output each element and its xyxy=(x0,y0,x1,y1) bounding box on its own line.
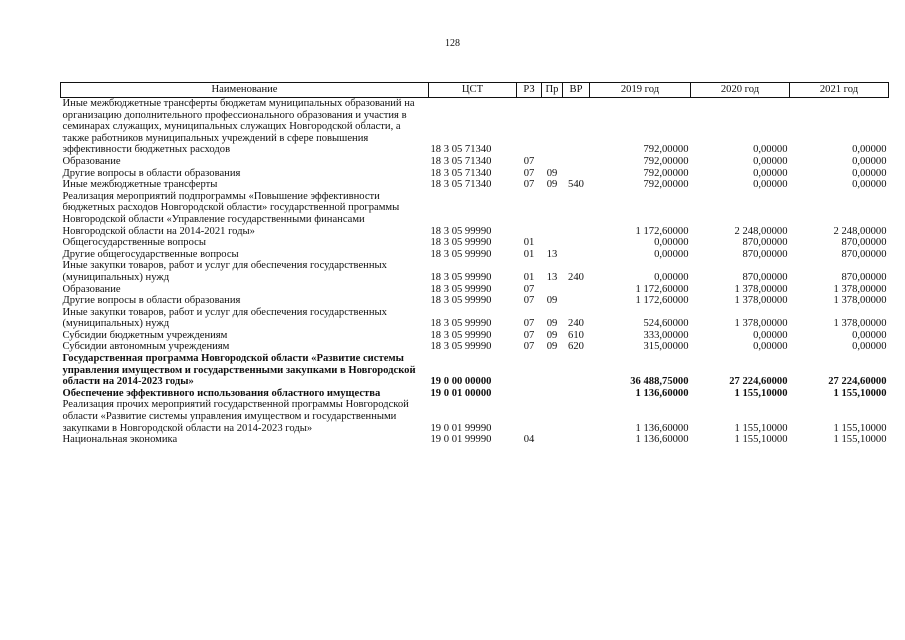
cell-cst: 18 3 05 99990 xyxy=(430,295,492,307)
cell-pr: 09 xyxy=(546,179,558,191)
cell-vr: 620 xyxy=(568,341,584,353)
cell-2021: 1 155,10000 xyxy=(833,422,887,434)
header-2021: 2021 год xyxy=(790,83,889,98)
table-row xyxy=(61,399,889,434)
cell-2021: 1 155,10000 xyxy=(833,434,887,446)
cell-cst: 18 3 05 99990 xyxy=(430,318,492,330)
cell-rz xyxy=(517,353,542,388)
cell-2021: 1 378,00000 xyxy=(833,295,887,307)
cell-2019: 0,00000 xyxy=(654,271,689,283)
table-row xyxy=(61,341,889,353)
cell-2020: 27 224,60000 xyxy=(729,376,788,388)
table-row xyxy=(61,179,889,191)
cell-name: Субсидии бюджетным учреждениям xyxy=(62,329,228,341)
table-body xyxy=(61,98,889,446)
table-row xyxy=(61,434,889,446)
table-row xyxy=(61,388,889,400)
header-cst: ЦСТ xyxy=(429,83,517,98)
cell-name: Государственная программа Новгородской области «Развитие системы управления имуществом и государственными закупками в Новгородской области на 2014-2023 годы» xyxy=(62,353,416,388)
cell-pr: 13 xyxy=(546,271,558,283)
cell-pr: 09 xyxy=(546,341,558,353)
cell-2021: 0,00000 xyxy=(852,341,887,353)
table-row xyxy=(61,330,889,342)
cell-vr xyxy=(563,168,590,180)
cell-2020: 870,00000 xyxy=(742,248,788,260)
cell-vr xyxy=(563,249,590,261)
cell-name: Образование xyxy=(62,283,121,295)
cell-pr xyxy=(542,399,563,434)
cell-2021: 0,00000 xyxy=(852,144,887,156)
header-pr: Пр xyxy=(542,83,563,98)
cell-cst: 18 3 05 71340 xyxy=(430,155,492,167)
cell-rz: 04 xyxy=(523,434,535,446)
cell-2019: 524,60000 xyxy=(643,318,689,330)
cell-pr xyxy=(542,237,563,249)
cell-vr: 610 xyxy=(568,329,584,341)
cell-name: Иные межбюджетные трансферты xyxy=(62,179,218,191)
cell-rz: 07 xyxy=(523,179,535,191)
cell-name: Иные закупки товаров, работ и услуг для обеспечения государственных (муниципальных) нужд xyxy=(62,306,387,330)
cell-pr: 09 xyxy=(546,295,558,307)
header-name: Наименование xyxy=(61,83,429,98)
cell-vr xyxy=(563,434,590,446)
cell-name: Общегосударственные вопросы xyxy=(62,237,206,249)
cell-pr xyxy=(542,98,563,156)
cell-2020: 1 378,00000 xyxy=(734,283,788,295)
cell-2020: 1 155,10000 xyxy=(734,387,788,399)
cell-2020: 0,00000 xyxy=(753,341,788,353)
cell-cst: 18 3 05 71340 xyxy=(430,179,492,191)
cell-rz: 07 xyxy=(523,155,535,167)
cell-rz: 07 xyxy=(523,167,535,179)
cell-rz: 07 xyxy=(523,295,535,307)
table-row xyxy=(61,284,889,296)
cell-name: Национальная экономика xyxy=(62,434,178,446)
cell-vr xyxy=(563,191,590,237)
cell-name: Иные закупки товаров, работ и услуг для обеспечения государственных (муниципальных) нужд xyxy=(62,260,387,283)
cell-2019: 1 172,60000 xyxy=(635,283,689,295)
cell-vr xyxy=(563,98,590,156)
cell-2021: 1 378,00000 xyxy=(833,283,887,295)
cell-vr: 240 xyxy=(568,271,584,283)
budget-table xyxy=(60,82,889,446)
cell-cst: 18 3 05 99990 xyxy=(430,283,492,295)
cell-2021: 870,00000 xyxy=(841,271,887,283)
cell-2021: 2 248,00000 xyxy=(833,225,887,237)
table-row xyxy=(61,353,889,388)
cell-2021: 0,00000 xyxy=(852,329,887,341)
cell-pr xyxy=(542,156,563,168)
cell-2021: 1 155,10000 xyxy=(833,387,887,399)
cell-name: Иные межбюджетные трансферты бюджетам муниципальных образований на организацию дополнительного профессионального образования и участия в семинарах служащих, муниципальных служащих Новгородской области, а также работников муниципальных учреждений в сфере повышения эффективности бюджетных расходов xyxy=(62,98,415,156)
cell-2020: 1 155,10000 xyxy=(734,434,788,446)
cell-cst: 19 0 01 00000 xyxy=(430,387,492,399)
cell-pr: 13 xyxy=(546,248,558,260)
cell-pr xyxy=(542,434,563,446)
cell-2021: 1 378,00000 xyxy=(833,318,887,330)
cell-rz: 01 xyxy=(523,271,535,283)
cell-2019: 315,00000 xyxy=(643,341,689,353)
cell-2020: 870,00000 xyxy=(742,237,788,249)
cell-rz: 07 xyxy=(523,341,535,353)
cell-cst: 18 3 05 71340 xyxy=(430,144,492,156)
cell-2019: 36 488,75000 xyxy=(630,376,689,388)
cell-vr xyxy=(563,237,590,249)
cell-cst: 18 3 05 71340 xyxy=(430,167,492,179)
cell-2020: 1 378,00000 xyxy=(734,295,788,307)
table-row xyxy=(61,260,889,283)
cell-cst: 18 3 05 99990 xyxy=(430,248,492,260)
cell-2020: 0,00000 xyxy=(753,179,788,191)
cell-cst: 19 0 01 99990 xyxy=(430,422,492,434)
cell-name: Образование xyxy=(62,155,121,167)
table-row xyxy=(61,237,889,249)
cell-vr: 540 xyxy=(568,179,584,191)
cell-cst: 18 3 05 99990 xyxy=(430,341,492,353)
cell-2019: 1 172,60000 xyxy=(635,225,689,237)
cell-rz: 07 xyxy=(523,318,535,330)
cell-2019: 792,00000 xyxy=(643,167,689,179)
cell-rz: 07 xyxy=(523,283,535,295)
cell-cst: 18 3 05 99990 xyxy=(430,271,492,283)
cell-2019: 792,00000 xyxy=(643,144,689,156)
cell-2019: 0,00000 xyxy=(654,237,689,249)
cell-name: Другие вопросы в области образования xyxy=(62,167,241,179)
cell-2020: 0,00000 xyxy=(753,155,788,167)
table-header-row xyxy=(61,83,889,98)
cell-rz xyxy=(517,191,542,237)
cell-cst: 18 3 05 99990 xyxy=(430,329,492,341)
table-row xyxy=(61,156,889,168)
cell-pr xyxy=(542,388,563,400)
table-row xyxy=(61,307,889,330)
cell-2021: 0,00000 xyxy=(852,167,887,179)
cell-2020: 870,00000 xyxy=(742,271,788,283)
cell-vr xyxy=(563,156,590,168)
cell-rz xyxy=(517,388,542,400)
cell-vr xyxy=(563,284,590,296)
cell-rz: 07 xyxy=(523,329,535,341)
table-row xyxy=(61,295,889,307)
cell-pr xyxy=(542,284,563,296)
cell-2021: 870,00000 xyxy=(841,248,887,260)
cell-2021: 870,00000 xyxy=(841,237,887,249)
cell-rz xyxy=(517,399,542,434)
cell-pr: 09 xyxy=(546,167,558,179)
header-2020: 2020 год xyxy=(691,83,790,98)
cell-2019: 792,00000 xyxy=(643,155,689,167)
header-rz: РЗ xyxy=(517,83,542,98)
cell-2021: 0,00000 xyxy=(852,179,887,191)
cell-name: Реализация мероприятий подпрограммы «Повышение эффективности бюджетных расходов Новгородской области» государственной программы Новгородской области «Управление государственными финансами Новгородской области на 2014-2021 годы» xyxy=(62,190,400,237)
cell-rz: 01 xyxy=(523,237,535,249)
table-row xyxy=(61,168,889,180)
table-row xyxy=(61,98,889,156)
cell-vr xyxy=(563,353,590,388)
cell-2019: 0,00000 xyxy=(654,248,689,260)
cell-name: Другие общегосударственные вопросы xyxy=(62,248,239,260)
cell-2021: 27 224,60000 xyxy=(828,376,887,388)
cell-name: Субсидии автономным учреждениям xyxy=(62,341,230,353)
cell-pr xyxy=(542,191,563,237)
cell-cst: 19 0 01 99990 xyxy=(430,434,492,446)
header-2019: 2019 год xyxy=(590,83,691,98)
cell-vr: 240 xyxy=(568,318,584,330)
cell-name: Другие вопросы в области образования xyxy=(62,295,241,307)
cell-rz: 01 xyxy=(523,248,535,260)
cell-2019: 792,00000 xyxy=(643,179,689,191)
cell-2020: 2 248,00000 xyxy=(734,225,788,237)
cell-2020: 1 155,10000 xyxy=(734,422,788,434)
table-row xyxy=(61,191,889,237)
cell-pr: 09 xyxy=(546,329,558,341)
cell-2020: 1 378,00000 xyxy=(734,318,788,330)
cell-vr xyxy=(563,295,590,307)
cell-name: Реализация прочих мероприятий государственной программы Новгородской области «Развитие системы управления имуществом и государственными закупками в Новгородской области на 2014-2023 годы» xyxy=(62,399,409,434)
header-vr: ВР xyxy=(563,83,590,98)
cell-2020: 0,00000 xyxy=(753,144,788,156)
cell-2021: 0,00000 xyxy=(852,155,887,167)
cell-rz xyxy=(517,98,542,156)
cell-vr xyxy=(563,399,590,434)
cell-pr xyxy=(542,353,563,388)
cell-2020: 0,00000 xyxy=(753,167,788,179)
cell-cst: 19 0 00 00000 xyxy=(430,376,492,388)
cell-pr: 09 xyxy=(546,318,558,330)
cell-2019: 333,00000 xyxy=(643,329,689,341)
cell-2020: 0,00000 xyxy=(753,329,788,341)
cell-2019: 1 172,60000 xyxy=(635,295,689,307)
cell-2019: 1 136,60000 xyxy=(635,387,689,399)
cell-cst: 18 3 05 99990 xyxy=(430,237,492,249)
page-number: 128 xyxy=(445,38,460,49)
table-row xyxy=(61,249,889,261)
cell-name: Обеспечение эффективного использования областного имущества xyxy=(62,387,381,399)
cell-2019: 1 136,60000 xyxy=(635,434,689,446)
cell-vr xyxy=(563,388,590,400)
cell-2019: 1 136,60000 xyxy=(635,422,689,434)
cell-cst: 18 3 05 99990 xyxy=(430,225,492,237)
